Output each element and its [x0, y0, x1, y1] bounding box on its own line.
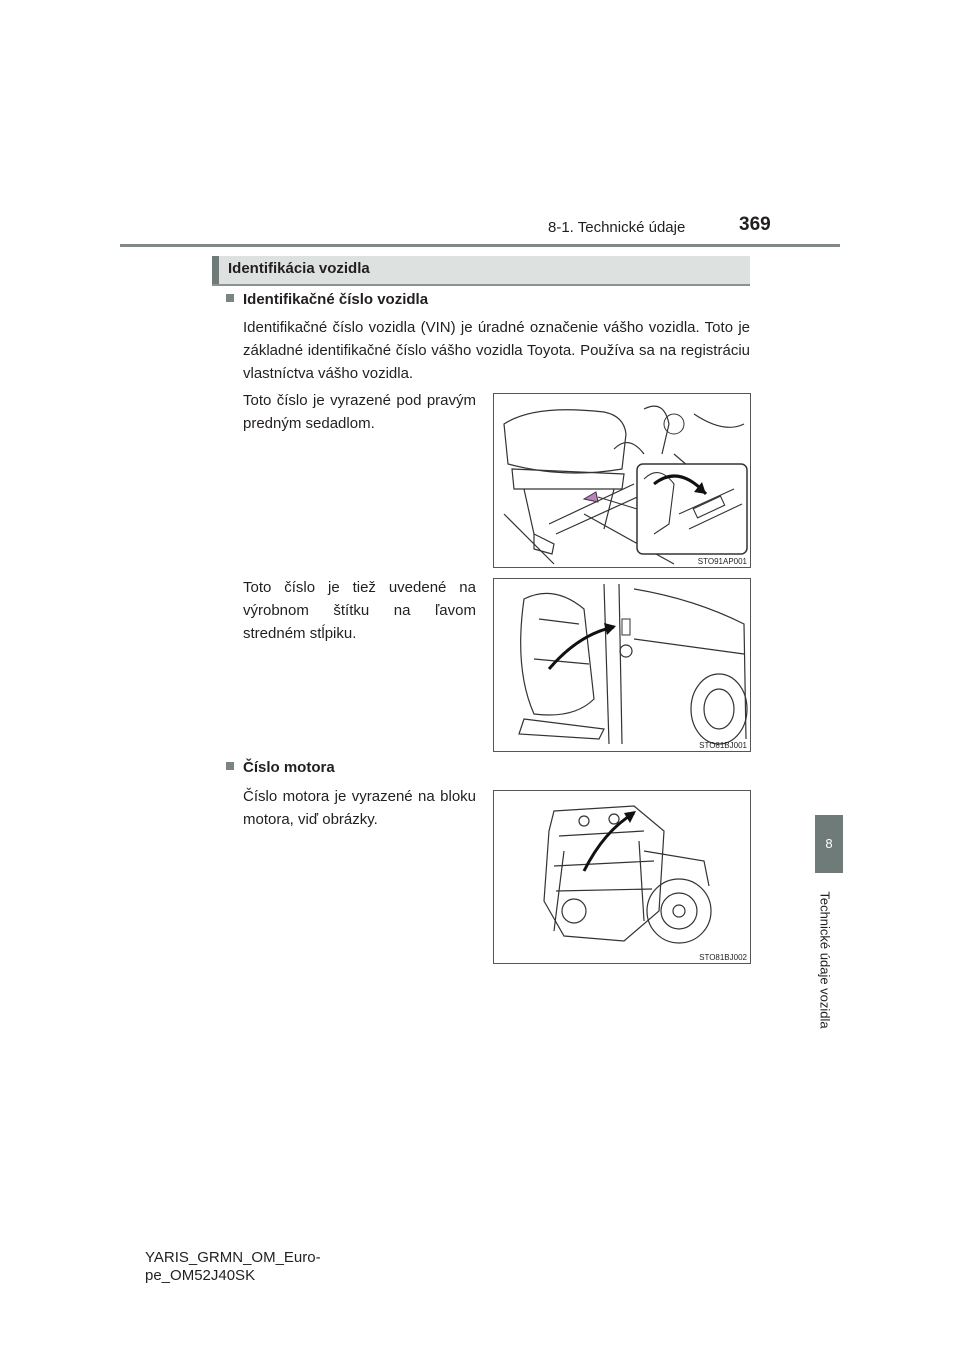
square-bullet-icon	[226, 762, 234, 770]
figure-pillar-vin	[493, 578, 751, 752]
section-bar-accent	[212, 256, 219, 284]
chapter-label-text: Technické údaje vozidla	[817, 891, 833, 1029]
header-section-title: 8-1. Technické údaje	[548, 219, 686, 236]
figure-code: STO91AP001	[697, 557, 747, 566]
header-rule	[120, 244, 840, 247]
vin-pillar-text: Toto číslo je tiež uvedené na výrobnom štítku na ľavom stredném stĺpiku.	[243, 579, 476, 642]
vin-intro: Identifikačné číslo vozidla (VIN) je úradné označenie vášho vozidla. Toto je základné identifikačné číslo vášho vozidla Toyota. Používa sa na registráciu vlastníctva vášho vozidla.	[243, 319, 750, 382]
figure-code: STO81BJ002	[699, 953, 747, 962]
footer-document-id	[145, 1249, 321, 1285]
vin-heading	[226, 291, 428, 308]
seat-illustration	[494, 394, 750, 567]
chapter-tab[interactable]: 8	[815, 815, 843, 873]
engine-heading-text: Číslo motora	[243, 759, 335, 776]
figure-code: STO81BJ001	[699, 741, 747, 750]
engine-heading	[226, 759, 335, 776]
section-title: Identifikácia vozidla	[228, 260, 370, 277]
vin-heading-text: Identifikačné číslo vozidla	[243, 291, 429, 308]
vin-seat-text: Toto číslo je vyrazené pod pravým predným sedadlom.	[243, 392, 476, 432]
engine-text: Číslo motora je vyrazené na bloku motora, viď obrázky.	[243, 788, 476, 828]
square-bullet-icon	[226, 294, 234, 302]
engine-illustration	[494, 791, 750, 963]
footer-line-1: YARIS_GRMN_OM_Euro-	[145, 1249, 321, 1266]
section-title-bar	[212, 256, 750, 286]
chapter-label	[795, 875, 855, 1045]
figure-engine	[493, 790, 751, 964]
page-number: 369	[739, 214, 771, 235]
footer-line-2: pe_OM52J40SK	[145, 1267, 256, 1284]
figure-seat-vin	[493, 393, 751, 568]
pillar-illustration	[494, 579, 750, 751]
